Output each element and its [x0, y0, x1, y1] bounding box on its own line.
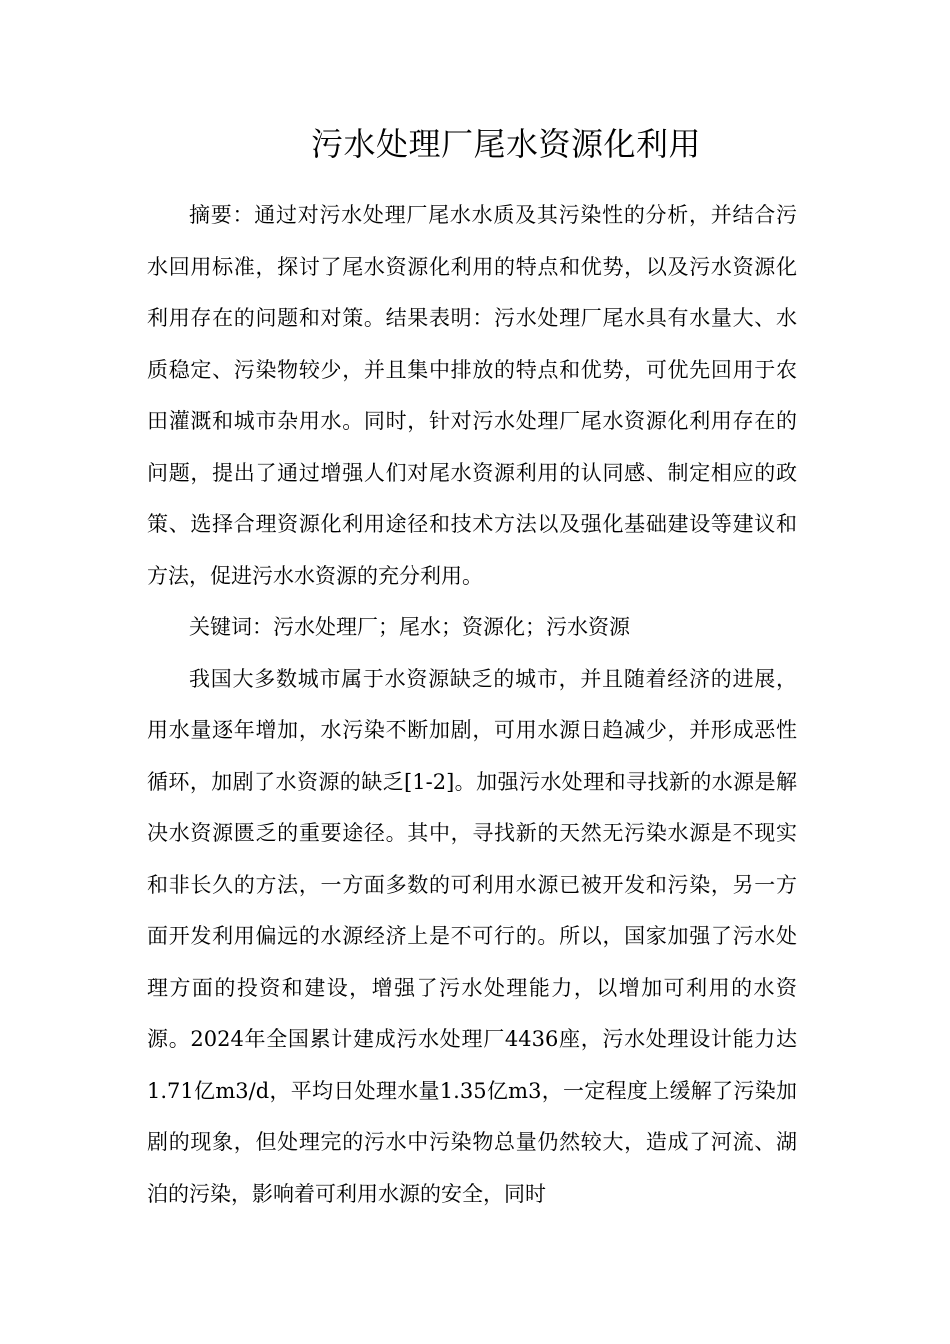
- document-body: [147, 190, 797, 1220]
- document-title: 污水处理厂尾水资源化利用: [310, 125, 701, 163]
- keywords-paragraph: 关键词：污水处理厂；尾水；资源化；污水资源: [189, 615, 630, 639]
- abstract-paragraph: 摘要：通过对污水处理厂尾水水质及其污染性的分析，并结合污水回用标准，探讨了尾水资源化利用的特点和优势，以及污水资源化利用存在的问题和对策。结果表明：污水处理厂尾水具有水量大、水质稳定、污染物较少，并且集中排放的特点和优势，可优先回用于农田灌溉和城市杂用水。同时，针对污水处理厂尾水资源化利用存在的问题，提出了通过增强人们对尾水资源利用的认同感、制定相应的政策、选择合理资源化利用途径和技术方法以及强化基础建设等建议和方法，促进污水水资源的充分利用。: [147, 203, 797, 588]
- body-paragraph: 我国大多数城市属于水资源缺乏的城市，并且随着经济的进展，用水量逐年增加，水污染不断加剧，可用水源日趋减少，并形成恶性循环，加剧了水资源的缺乏[1-2]。加强污水处理和寻找新的水源是解决水资源匮乏的重要途径。其中，寻找新的天然无污染水源是不现实和非长久的方法，一方面多数的可利用水源已被开发和污染，另一方面开发利用偏远的水源经济上是不可行的。所以，国家加强了污水处理方面的投资和建设，增强了污水处理能力，以增加可利用的水资源。2024年全国累计建成污水处理厂4436座，污水处理设计能力达1.71亿m3/d，平均日处理水量1.35亿m3，一定程度上缓解了污染加剧的现象，但处理完的污水中污染物总量仍然较大，造成了河流、湖泊的污染，影响着可利用水源的安全，同时: [147, 666, 797, 1206]
